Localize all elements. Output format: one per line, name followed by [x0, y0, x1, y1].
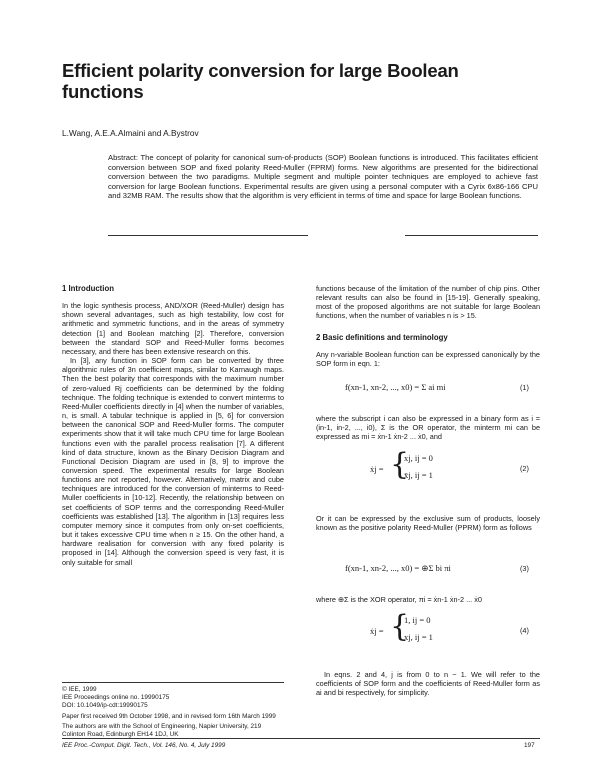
affiliation-note: The authors are with the School of Engineering, Napier University, 219 Colinton Road, Edinburgh EH14 1DJ, UK — [62, 722, 262, 739]
intro-paragraph-2: In [3], any function in SOP form can be converted by three algorithmic rules of 3n coefficient maps, similar to Karnaugh maps. Then the best polarity that corresponds with the maximum number of zero-valued Rj coefficients can be determined by the folding technique. The folding technique is extended to convert minterms to Reed-Muller coefficients directly in [4] when the number of variables, n, is small. A tabular technique is applied in [5, 6] for conversion between the canonical SOP and Reed-Muller forms. The computer experiments show that it will take much CPU time for large Boolean functions even with the parallel process realisation [7]. A different kind of data structure, known as the Binary Decision Diagram and Functional Decision Diagram are used in [8, 9] to improve the conversion speed. The experimental results for large Boolean functions are not reported, however. Alternatively, matrix and cube techniques are introduced for the conversion of minterms to Reed-Muller coefficients in [10-12]. Recently, the relationship between on set coefficients of SOP terms and the corresponding Reed-Muller coefficients was established [13]. The algorithm in [13] requires less computer memory since it computes from only on-set coefficients, but it takes excessive CPU time when n ≥ 15. On the other hand, a hardware realisation for conversion with any fixed polarity is proposed in [14]. Although the conversion speed is very fast, it is only suitable for small — [62, 356, 284, 567]
paper-title: Efficient polarity conversion for large Boolean functions — [62, 60, 459, 102]
equation-4-brace: { — [390, 609, 410, 644]
authors: L.Wang, A.E.A.Almaini and A.Bystrov — [62, 128, 199, 138]
equation-2-label: (2) — [520, 464, 529, 473]
right-paragraph-3: where the subscript i can also be expressed in a binary form as i = (in-1, in-2, ..., i0), Σ is the OR operator, the minterm mi can be expressed as mi = ẋn-1 ẋn-2 ... ẋ0, and — [316, 414, 540, 442]
footnotes — [62, 686, 284, 739]
abstract-rule-right — [405, 235, 538, 236]
footer-rule — [62, 738, 540, 739]
equation-4-label: (4) — [520, 626, 529, 635]
left-column — [62, 284, 284, 567]
equation-2-lhs: ẋj = — [370, 464, 384, 474]
journal-citation: IEE Proc.-Comput. Digit. Tech., Vol. 146, No. 4, July 1999 — [62, 742, 226, 749]
right-column — [316, 284, 540, 368]
right-paragraph-4-wrap — [316, 514, 540, 532]
right-paragraph-2: Any n-variable Boolean function can be expressed canonically by the SOP form in eqn. 1: — [316, 349, 540, 368]
right-paragraph-6: In eqns. 2 and 4, j is from 0 to n − 1. We will refer to the coefficients of SOP form and the coefficients of Reed-Muller form as ai and bi respectively, for simplicity. — [316, 670, 540, 698]
equation-2-brace: { — [390, 447, 410, 482]
equation-4-case-1: 1, ij = 0 — [404, 615, 431, 625]
abstract-label: Abstract: — [108, 153, 138, 162]
right-paragraph-1: functions because of the limitation of the number of chip pins. Other relevant results can also be found in [15-19]. Generally speaking, most of the proposed algorithms are not suitable for large Boolean functions, when the number of variables n is > 15. — [316, 284, 540, 321]
abstract-text: The concept of polarity for canonical sum-of-products (SOP) Boolean functions is introduced. This facilitates efficient conversion between SOP and fixed polarity Reed-Muller (FPRM) forms. New algorithms are presented for the bidirectional conversion between the two paradigms. Multiple segment and multiple pointer techniques are employed to achieve fast conversion for large Boolean functions. Experimental results are given using a personal computer with a Cyrix 6x86-166 CPU and 32MB RAM. The results show that the algorithm is very efficient in terms of time and space for large Boolean functions. — [108, 153, 538, 201]
equation-1-label: (1) — [520, 383, 529, 392]
right-paragraph-5-wrap — [316, 595, 540, 604]
equation-4-lhs: ẋj = — [370, 626, 384, 636]
footnote-rule — [62, 682, 284, 683]
equation-4-case-2: xj, ij = 1 — [404, 632, 433, 642]
right-paragraph-6-wrap — [316, 670, 540, 697]
right-paragraph-5: where ⊕Σ is the XOR operator, πi = ẋn-1 ẋn-2 ... ẋ0 — [316, 595, 482, 604]
abstract-rule-left — [108, 235, 308, 236]
doi-note: DOI: 10.1049/ip-cdt:19990175 — [62, 702, 148, 710]
right-paragraph-3-wrap — [316, 414, 540, 441]
equation-2-case-1: xj, ij = 0 — [404, 453, 433, 463]
section-heading-definitions: 2 Basic definitions and terminology — [316, 332, 448, 342]
section-heading-introduction: 1 Introduction — [62, 284, 114, 293]
abstract — [108, 153, 538, 201]
right-paragraph-4: Or it can be expressed by the exclusive sum of products, loosely known as the positive polarity Reed-Muller (PPRM) form as follows — [316, 514, 540, 533]
equation-3-label: (3) — [520, 564, 529, 573]
equation-1: f(xn-1, xn-2, ..., x0) = Σ ai mi — [345, 382, 446, 392]
equation-3: f(xn-1, xn-2, ..., x0) = ⊕Σ bi πi — [345, 563, 451, 573]
page-number: 197 — [524, 742, 535, 749]
equation-2-case-2: x̄j, ij = 1 — [404, 470, 433, 480]
intro-paragraph-1: In the logic synthesis process, AND/XOR (Reed-Muller) design has shown several advantages, such as high testability, low cost for arithmetic and symmetric functions, and in the areas of symmetry detection [1] and Boolean matching [2]. Therefore, conversion between the standard SOP and Reed-Muller forms becomes necessary, and there has been extensive research on this. — [62, 301, 284, 356]
proceedings-note: IEE Proceedings online no. 19990175 — [62, 694, 170, 702]
copyright-note: © IEE, 1999 — [62, 686, 97, 693]
received-note: Paper first received 9th October 1998, and in revised form 16th March 1999 — [62, 712, 276, 720]
